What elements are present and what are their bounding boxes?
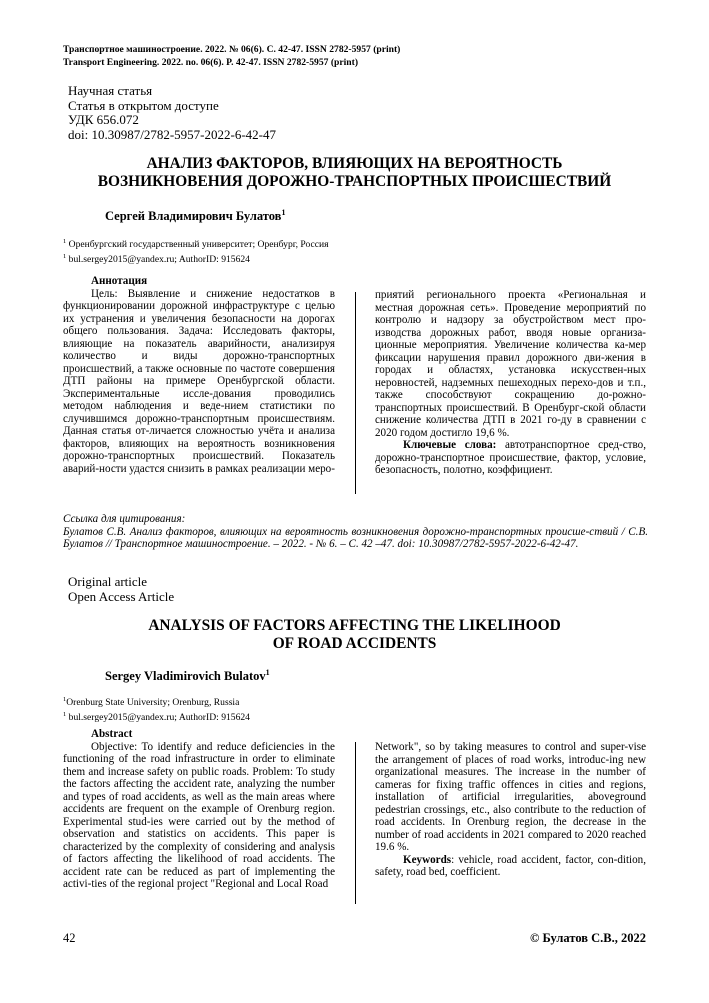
en-title [60, 617, 649, 653]
aff-sup: 1 [63, 238, 67, 245]
column-divider [355, 742, 356, 904]
abstract-text: приятий регионального проекта «Региональная и местная дорожная сеть». Проведение мероприятий по контролю и надзору за обустройством мест про-изводства дорожных работ, вводя новые организа-ционные мероприятия. Увеличение количества ка-мер фиксации нарушения правил дорожного дви-жения в городах и областях, установка искусствен-ных неровностей, надземных пешеходных перехо-дов и т.п., также способствуют сокращению до-рожно-транспортных происшествий. В Оренбург-ской области снижение количества ДТП в 2021 го-ду в сравнении с 2020 годом достигло 19,6 %. [375, 289, 646, 439]
en-abstract-left [63, 728, 335, 891]
ru-author [105, 208, 285, 224]
ru-affiliations [63, 236, 329, 266]
email-line [63, 251, 329, 266]
ru-title-line: АНАЛИЗ ФАКТОРОВ, ВЛИЯЮЩИХ НА ВЕРОЯТНОСТЬ [146, 155, 563, 172]
aff-sup: 1 [63, 696, 67, 703]
abstract-text: Objective: To identify and reduce deficiencies in the functioning of the road infrastructure in order to eliminate them and increase safety on public roads. Problem: To study the factors affecting the accident rate, analyzing the number and types of road accidents, as well as the main areas where accidents are frequent on the example of Orenburg region. Experimental stud-ies were carried out by the method of observation and statistics on accidents. This paper is characterized by the complexity of considering and analysis of factors affecting the likelihood of road accidents. The accident rate can be reduced as part of implementing the activi-ties of the regional project "Regional and Local Road [63, 740, 335, 890]
journal-line-ru: Транспортное машиностроение. 2022. № 06(6). С. 42-47. ISSN 2782-5957 (print) [63, 44, 401, 55]
author-name: Sergey Vladimirovich Bulatov [105, 669, 266, 684]
abstract-heading: Abstract [91, 728, 133, 740]
aff-sup: 1 [63, 711, 67, 719]
en-title-line: OF ROAD ACCIDENTS [272, 635, 437, 652]
page-number: 42 [63, 931, 76, 945]
ru-abstract-right [375, 289, 646, 477]
keywords-text: : vehicle, road accident, factor, con-dition, safety, road bed, coefficient. [375, 853, 646, 878]
keywords-label: Ключевые слова: [403, 439, 497, 451]
abstract-heading: Аннотация [91, 275, 148, 287]
article-type: Original article [68, 574, 148, 589]
aff-text: bul.sergey2015@yandex.ru; AuthorID: 915624 [66, 712, 250, 724]
citation [63, 513, 648, 551]
en-article-meta [68, 575, 174, 604]
keywords [375, 854, 646, 879]
affiliation-line [63, 694, 250, 709]
en-affiliations [63, 694, 250, 724]
abstract-text: Цель: Выявление и снижение недостатков в функционировании дорожной инфраструктуре с целью их устранения и увеличения безопасности на дорогах общего пользования. Задача: Исследовать факторы, влияющие на показатель аварийности, анализируя количество и виды дорожно-транспортных происшествий, а также основные по частоте совершения ДТП районы на примере Оренбургской области. Экспериментальные иссле-дования проводились методом наблюдения и веде-нием статистики по случившимся дорожно-транспортным происшествиям. Данная статья от-личается сложностью учёта и анализа факторов, влияющих на вероятность возникновения дорожно-транспортных происшествий. Показатель аварий-ности удастся снизить в рамках реализации меро- [63, 287, 335, 475]
journal-header [63, 43, 400, 69]
doi: doi: 10.30987/2782-5957-2022-6-42-47 [68, 126, 276, 142]
keywords-text: автотранспортное сред-ство, дорожно-транспортное происшествие, фактор, условие, безопасность, полотно, коэффициент. [375, 439, 646, 476]
abstract-text: Network", so by taking measures to control and super-vise the arrangement of places of road works, introduc-ing new organizational measures. The increase in the number of cameras for fixing traffic offences in cities and regions, installation of artificial irregularities, aboveground pedestrian crossings, etc., also contribute to the reduction of road accidents. In Orenburg region, the decrease in the number of road accidents in 2021 compared to 2020 reached 19.6 %. [375, 741, 646, 853]
email-line [63, 709, 250, 724]
ru-abstract-left [63, 275, 335, 475]
en-author [105, 668, 270, 684]
ru-article-meta [68, 84, 276, 142]
citation-text: Булатов С.В. Анализ факторов, влияющих на вероятность возникновения дорожно-транспортных происше-ствий / С.В. Булатов // Транспортное машиностроение. – 2022. - № 6. – С. 42 –47. doi: 10.30987/2782-5957-2022-6-42-47. [63, 525, 648, 550]
author-name: Сергей Владимирович Булатов [105, 209, 282, 224]
ru-title-line: ВОЗНИКНОВЕНИЯ ДОРОЖНО-ТРАНСПОРТНЫХ ПРОИСШЕСТВИЙ [97, 173, 612, 190]
article-type: Научная статья [68, 83, 153, 98]
udc-code: УДК 656.072 [68, 112, 139, 127]
keywords [375, 439, 646, 477]
en-title-line: ANALYSIS OF FACTORS AFFECTING THE LIKELIHOOD [148, 617, 561, 634]
author-sup: 1 [281, 208, 286, 217]
en-abstract-right [375, 741, 646, 879]
aff-text: Оренбургский государственный университет; Оренбург, Россия [66, 239, 329, 251]
access-type: Статья в открытом доступе [68, 97, 219, 113]
keywords-label: Keywords [403, 853, 452, 866]
journal-line-en: Transport Engineering. 2022. no. 06(6). P. 42-47. ISSN 2782-5957 (print) [63, 57, 359, 68]
aff-sup: 1 [63, 253, 67, 261]
access-type: Open Access Article [68, 588, 175, 604]
copyright: © Булатов С.В., 2022 [530, 931, 646, 945]
author-sup: 1 [265, 668, 270, 677]
aff-text: bul.sergey2015@yandex.ru; AuthorID: 915624 [66, 254, 250, 266]
affiliation-line [63, 236, 329, 251]
aff-text: Orenburg State University; Orenburg, Russia [66, 697, 240, 709]
ru-title [60, 155, 649, 191]
citation-label: Ссылка для цитирования: [63, 513, 186, 525]
column-divider [355, 292, 356, 494]
